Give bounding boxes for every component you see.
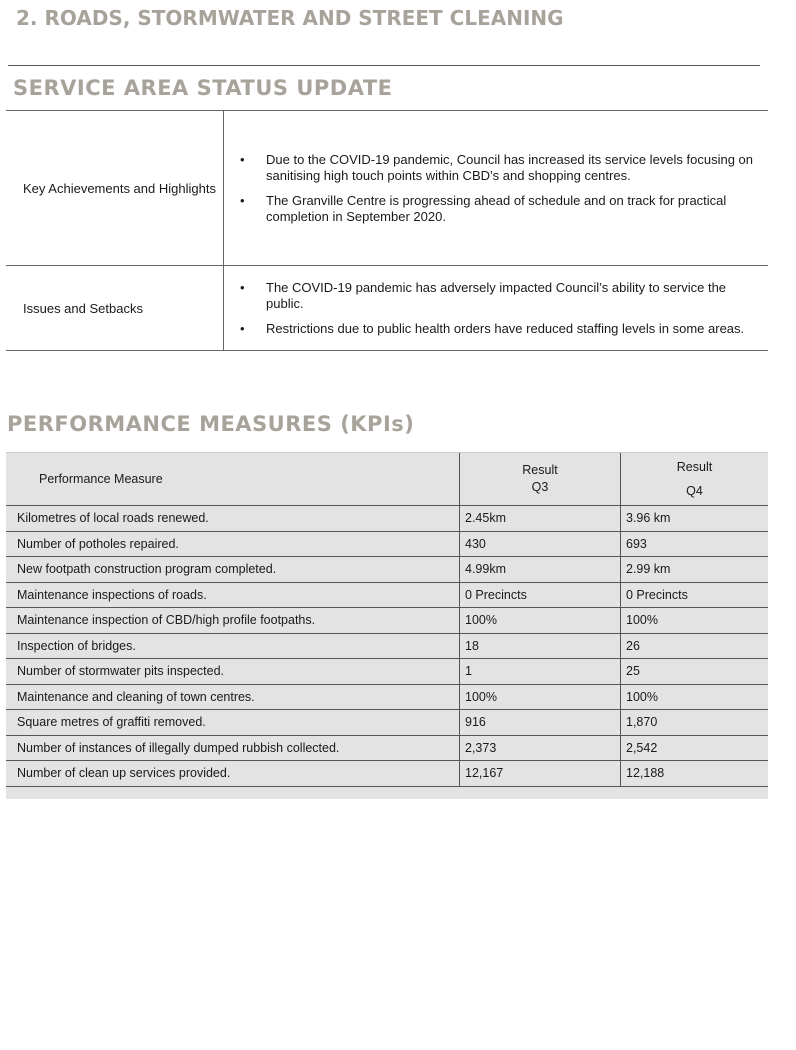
page-title: 2. ROADS, STORMWATER AND STREET CLEANING (16, 6, 564, 30)
q3-cell: 2.45km (460, 506, 621, 532)
q3-cell: 4.99km (460, 557, 621, 583)
title-divider (8, 65, 760, 66)
table-row (6, 710, 768, 736)
q4-cell: 1,870 (621, 710, 769, 736)
measure-cell: New footpath construction program completed. (6, 557, 460, 583)
q4-cell: 0 Precincts (621, 582, 769, 608)
measure-cell: Number of potholes repaired. (6, 531, 460, 557)
measure-cell: Number of instances of illegally dumped rubbish collected. (6, 735, 460, 761)
q3-cell: 12,167 (460, 761, 621, 787)
status-row-issues (6, 266, 768, 351)
table-row (6, 531, 768, 557)
table-row (6, 633, 768, 659)
achievements-content (224, 111, 769, 266)
measure-cell: Kilometres of local roads renewed. (6, 506, 460, 532)
q4-column-header (621, 453, 769, 506)
q3-cell: 430 (460, 531, 621, 557)
measure-column-header: Performance Measure (6, 453, 460, 506)
q4-cell: 25 (621, 659, 769, 685)
list-item (240, 152, 756, 184)
issues-list (224, 280, 768, 337)
bullet-icon: • (240, 320, 245, 336)
q4-cell: 3.96 km (621, 506, 769, 532)
q3-cell: 18 (460, 633, 621, 659)
bullet-text: Restrictions due to public health orders have reduced staffing levels in some areas. (266, 320, 745, 336)
q3-label: Q3 (531, 480, 549, 494)
table-row (6, 582, 768, 608)
q4-label: Q4 (686, 483, 703, 498)
list-item (240, 280, 756, 312)
bullet-icon: • (240, 279, 245, 295)
q3-cell: 1 (460, 659, 621, 685)
q4-cell: 26 (621, 633, 769, 659)
table-row (6, 608, 768, 634)
measure-cell: Maintenance and cleaning of town centres. (6, 684, 460, 710)
table-row (6, 684, 768, 710)
bullet-text: The COVID-19 pandemic has adversely impacted Council’s ability to service the public. (266, 279, 727, 311)
measure-cell: Inspection of bridges. (6, 633, 460, 659)
measure-cell: Maintenance inspection of CBD/high profile footpaths. (6, 608, 460, 634)
footer-band-cell (6, 786, 768, 799)
bullet-icon: • (240, 151, 245, 167)
kpi-header-row (6, 453, 768, 506)
measure-cell: Maintenance inspections of roads. (6, 582, 460, 608)
achievements-label: Key Achievements and Highlights (6, 111, 224, 266)
kpi-table (6, 452, 768, 799)
bullet-icon: • (240, 192, 245, 208)
q4-cell: 693 (621, 531, 769, 557)
measure-cell: Number of clean up services provided. (6, 761, 460, 787)
q3-column-header (460, 453, 621, 506)
q3-cell: 916 (460, 710, 621, 736)
q3-cell: 0 Precincts (460, 582, 621, 608)
q4-result-label: Result (676, 459, 713, 474)
q3-cell: 100% (460, 608, 621, 634)
q4-cell: 2,542 (621, 735, 769, 761)
table-row (6, 735, 768, 761)
list-item (240, 193, 756, 225)
table-row (6, 506, 768, 532)
q3-result-label: Result (522, 463, 558, 477)
q4-cell: 100% (621, 608, 769, 634)
table-row (6, 557, 768, 583)
status-update-table (6, 110, 768, 351)
table-footer-band (6, 786, 768, 799)
measure-cell: Number of stormwater pits inspected. (6, 659, 460, 685)
table-row (6, 761, 768, 787)
list-item (240, 321, 756, 337)
q4-cell: 100% (621, 684, 769, 710)
q4-cell: 12,188 (621, 761, 769, 787)
kpi-body (6, 506, 768, 799)
q4-cell: 2.99 km (621, 557, 769, 583)
table-row (6, 659, 768, 685)
issues-content (224, 266, 769, 351)
measure-cell: Square metres of graffiti removed. (6, 710, 460, 736)
q3-cell: 2,373 (460, 735, 621, 761)
kpi-heading: PERFORMANCE MEASURES (KPIs) (7, 412, 415, 436)
status-update-heading: SERVICE AREA STATUS UPDATE (13, 76, 393, 100)
bullet-text: Due to the COVID-19 pandemic, Council has increased its service levels focusing on sanitising high touch points within CBD’s and shopping centres. (266, 151, 754, 183)
issues-label: Issues and Setbacks (6, 266, 224, 351)
achievements-list (224, 152, 768, 225)
q3-cell: 100% (460, 684, 621, 710)
status-row-achievements (6, 111, 768, 266)
bullet-text: The Granville Centre is progressing ahead of schedule and on track for practical completion in September 2020. (266, 192, 727, 224)
